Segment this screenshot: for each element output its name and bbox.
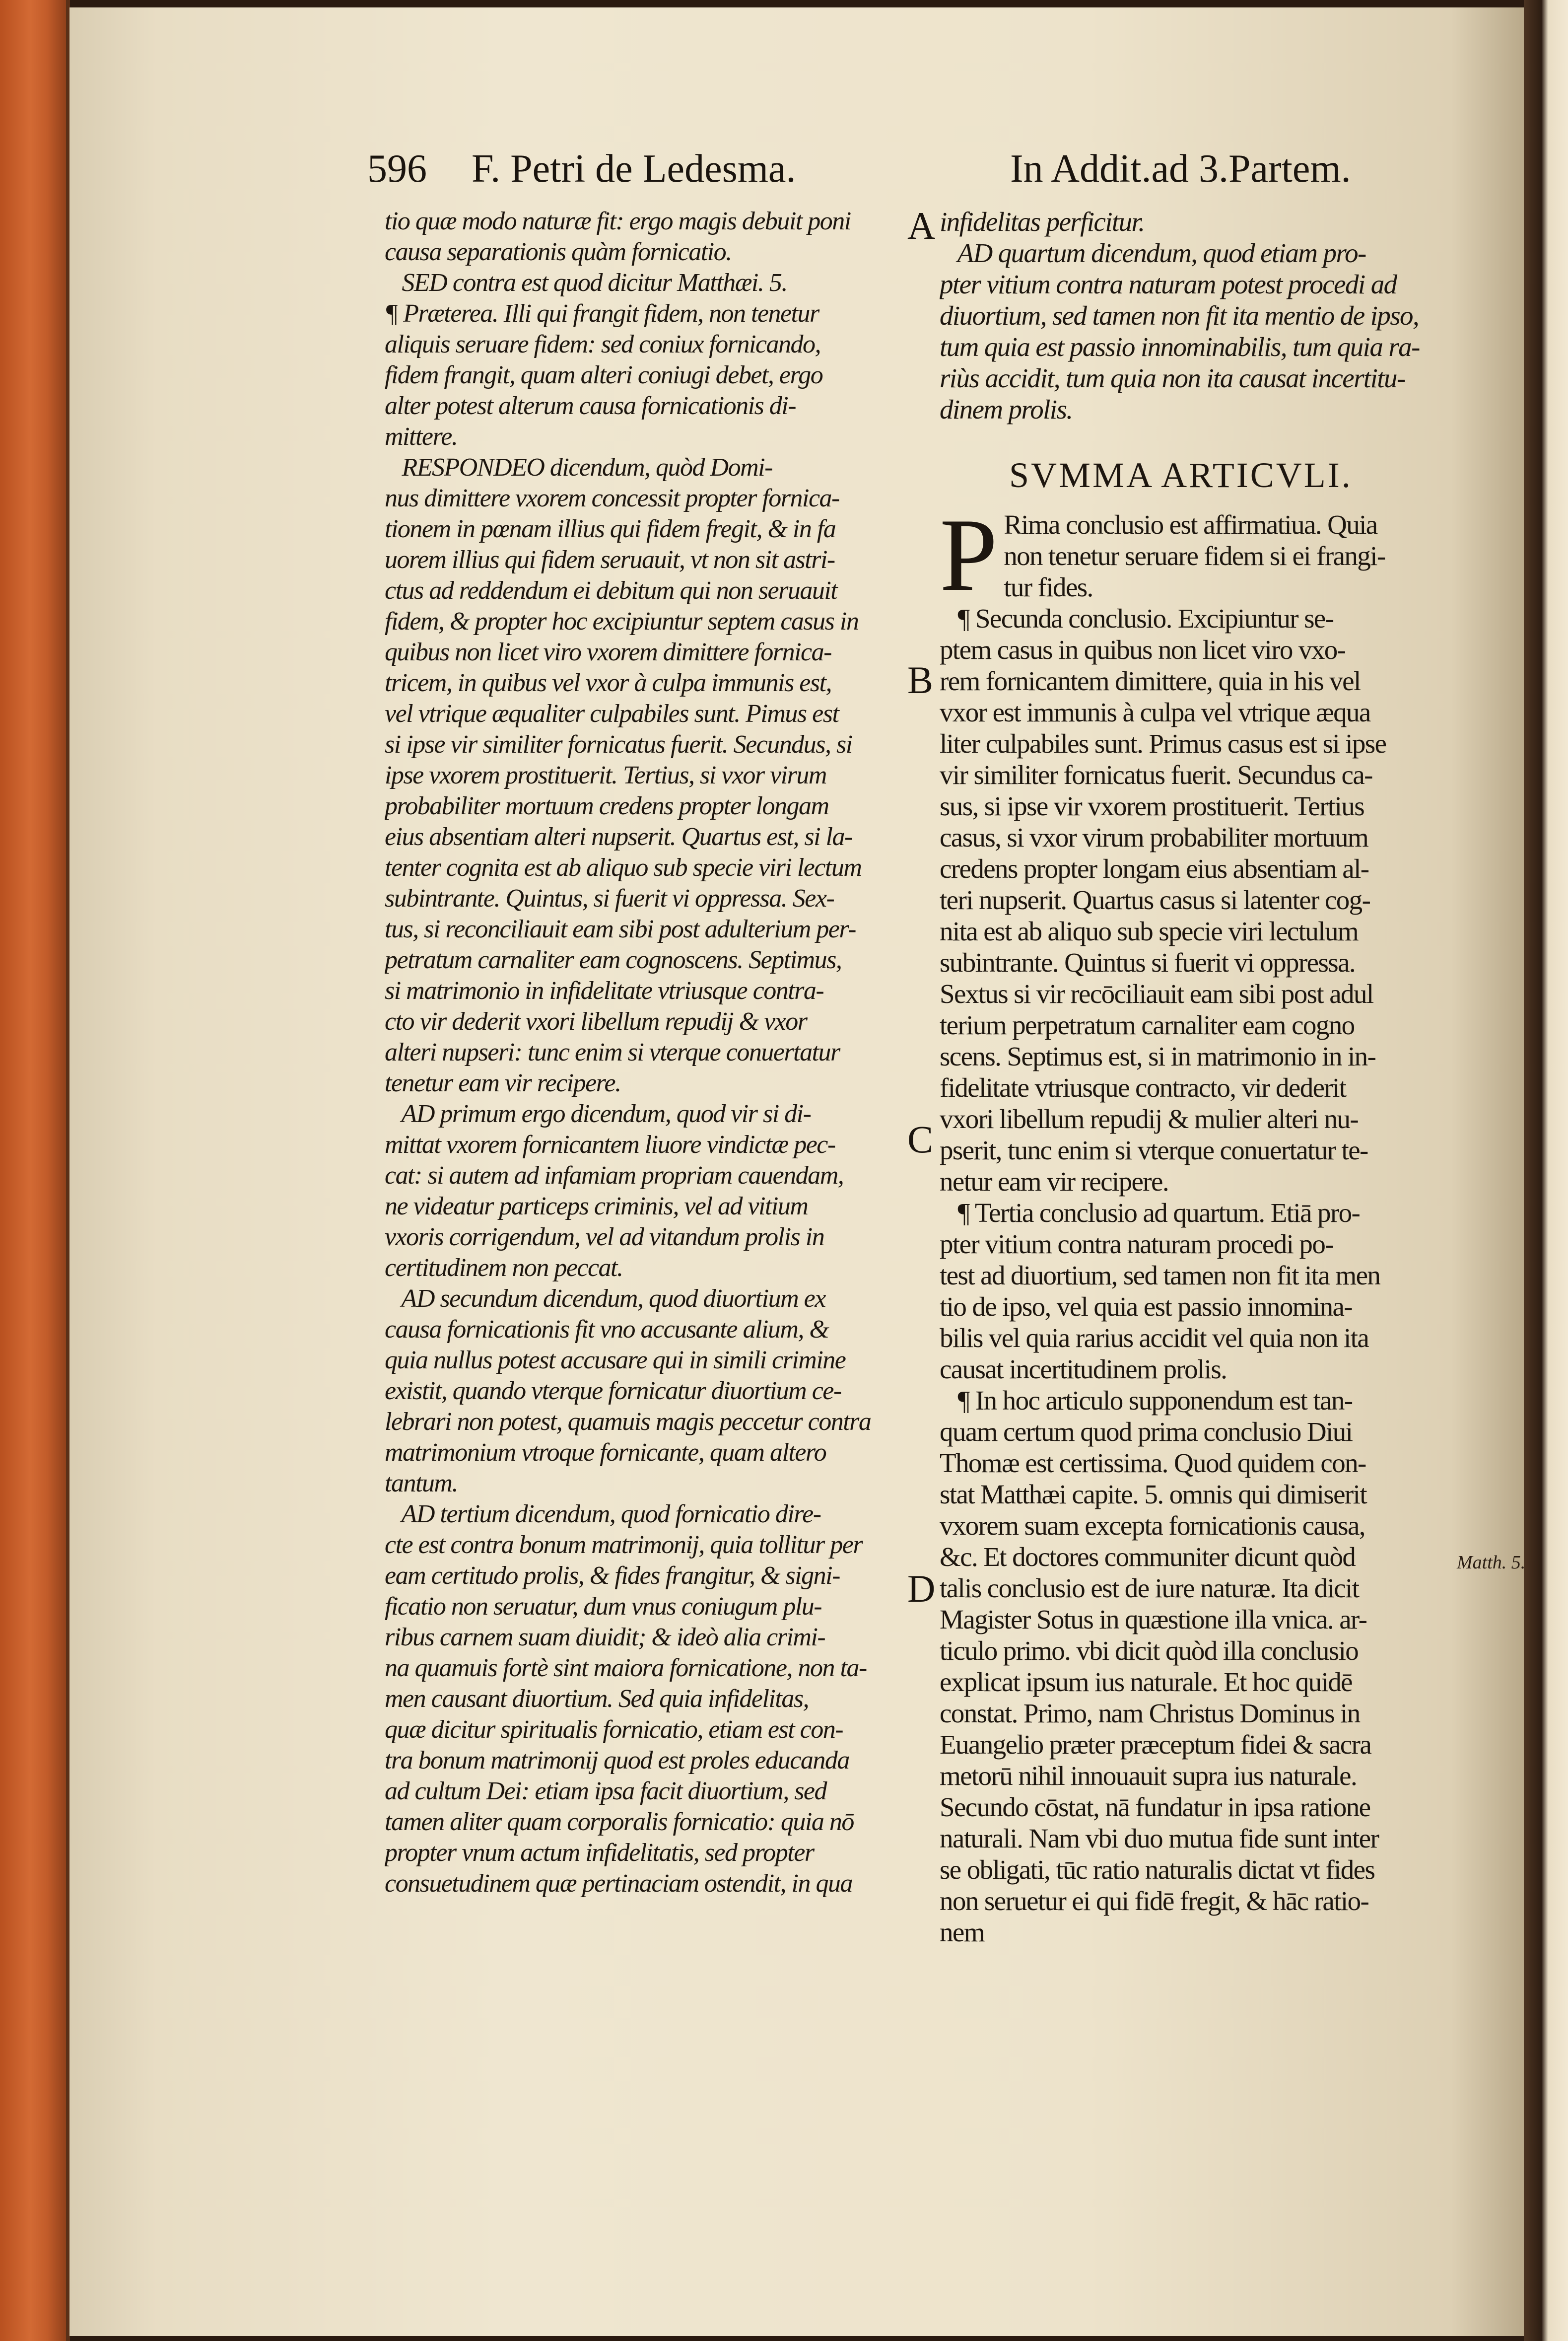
text-line: &c. Et doctores communiter dicunt quòd [940,1542,1356,1572]
text-line: stat Matthæi capite. 5. omnis qui dimiserit [940,1479,1366,1509]
text-line: men causant diuortium. Sed quia infidelitas, [385,1685,809,1713]
text-line: ipse vxorem prostituerit. Tertius, si vxor virum [385,761,826,789]
text-line: credens propter longam eius absentiam al- [940,853,1369,884]
drop-cap: P [940,497,997,613]
text-line: ¶ Præterea. Illi qui frangit fidem, non tenetur [385,299,819,328]
text-line: nita est ab aliquo sub specie viri lectulum [940,916,1359,946]
text-line: quibus non licet viro vxorem dimittere fornica- [385,638,831,666]
text-line: diuortium, sed tamen non fit ita mentio de ipso, [940,300,1419,331]
text-line: ctus ad reddendum ei debitum qui non seruauit [385,576,837,605]
text-line: Rima conclusio est affirmatiua. Quia [1004,509,1377,540]
text-line: AD primum ergo dicendum, quod vir si di- [385,1100,811,1128]
text-line: vel vtrique æqualiter culpabiles sunt. Pimus est [385,700,839,728]
text-line: teri nupserit. Quartus casus si latenter cog- [940,885,1370,915]
text-line: ticulo primo. vbi dicit quòd illa conclusio [940,1635,1359,1666]
text-line: si matrimonio in infidelitate vtriusque contra- [385,977,824,1005]
text-line: constat. Primo, nam Christus Dominus in [940,1698,1360,1728]
text-line: lebrari non potest, quamuis magis peccetur contra [385,1408,871,1436]
text-line: netur eam vir recipere. [940,1166,1168,1197]
text-line: tantum. [385,1469,458,1497]
text-line: aliquis seruare fidem: sed coniux fornicando, [385,330,820,358]
text-line: ¶ Secunda conclusio. Excipiuntur se- [940,603,1334,634]
text-line: eam certitudo prolis, & fides frangitur, & signi- [385,1561,840,1590]
text-line: Secundo cōstat, nā fundatur in ipsa ratione [940,1792,1370,1822]
text-line: casus, si vxor virum probabiliter mortuum [940,822,1368,852]
running-head-author: F. Petri de Ledesma. [472,147,796,191]
text-line: matrimonium vtroque fornicante, quam altero [385,1438,826,1467]
text-line: non seruetur ei qui fidē fregit, & hāc ratio- [940,1886,1369,1916]
text-line: ptem casus in quibus non licet viro vxo- [940,635,1346,665]
text-line: causat incertitudinem prolis. [940,1354,1227,1384]
facing-page-edge [1524,0,1568,2341]
text-line: tio de ipso, vel quia est passio innomina- [940,1291,1353,1322]
left-column [385,206,901,1899]
text-line: Euangelio præter præceptum fidei & sacra [940,1729,1371,1760]
text-line: fidem frangit, quam alteri coniugi debet, ergo [385,361,823,389]
text-line: ne videatur particeps criminis, vel ad vitium [385,1192,808,1220]
text-line: nus dimittere vxorem concessit propter fornica- [385,484,839,512]
margin-citation: Matth. 5. [1457,1552,1526,1573]
text-line: Sextus si vir recōciliauit eam sibi post adul [940,979,1373,1009]
text-line: riùs accidit, tum quia non ita causat incertitu- [940,363,1405,393]
page-number: 596 [367,147,427,191]
text-line: AD tertium dicendum, quod fornicatio dire- [385,1500,821,1528]
text-line: tra bonum matrimonij quod est proles educanda [385,1746,849,1774]
text-line: liter culpabiles sunt. Primus casus est si ipse [940,728,1386,759]
book-fore-edge [0,0,67,2341]
text-line: quæ dicitur spiritualis fornicatio, etiam est con- [385,1715,843,1744]
margin-letter-b: B [907,658,934,702]
text-line: causa fornicationis fit vno accusante alium, & [385,1315,829,1344]
text-line: ¶ Tertia conclusio ad quartum. Etiā pro- [940,1198,1360,1228]
text-line: fidem, & propter hoc excipiuntur septem casus in [385,607,859,636]
text-line: na quamuis fortè sint maiora fornicatione, non ta- [385,1654,867,1682]
text-line: vxor est immunis à culpa vel vtrique æqua [940,697,1370,727]
text-line: RESPONDEO dicendum, quòd Domi- [385,453,772,482]
text-line: alter potest alterum causa fornicationis di- [385,392,796,420]
text-line: tionem in pœnam illius qui fidem fregit, & in fa [385,515,836,543]
text-line: non tenetur seruare fidem si ei frangi- [1004,541,1385,571]
text-line: ficatio non seruatur, dum vnus coniugum plu- [385,1592,822,1621]
section-heading: SVMMA ARTICVLI. [1009,455,1353,495]
text-line: Thomæ est certissima. Quod quidem con- [940,1448,1366,1478]
text-line: dinem prolis. [940,394,1073,425]
right-column [940,206,1451,1948]
text-line: tum quia est passio innominabilis, tum quia ra- [940,332,1420,362]
text-line: uorem illius qui fidem seruauit, vt non sit astri- [385,546,835,574]
text-line: nem [940,1917,984,1947]
text-line: terium perpetratum carnaliter eam cogno [940,1010,1355,1040]
text-line: Magister Sotus in quæstione illa vnica. ar- [940,1604,1367,1634]
text-line: si ipse vir similiter fornicatus fuerit. Secundus, si [385,730,852,759]
text-line: tenter cognita est ab aliquo sub specie viri lectum [385,853,862,882]
text-line: tamen aliter quam corporalis fornicatio: quia nō [385,1808,854,1836]
text-line: bilis vel quia rarius accidit vel quia non ita [940,1323,1369,1353]
margin-letter-d: D [907,1567,936,1610]
margin-letter-a: A [907,204,936,247]
text-line: vxorem suam excepta fornicationis causa, [940,1510,1365,1541]
text-line: mittat vxorem fornicantem liuore vindictæ pec- [385,1131,835,1159]
text-line: AD quartum dicendum, quod etiam pro- [940,238,1366,268]
text-line: rem fornicantem dimittere, quia in his vel [940,666,1361,696]
text-line: certitudinem non peccat. [385,1254,623,1282]
text-line: ad cultum Dei: etiam ipsa facit diuortium, sed [385,1777,827,1805]
text-line: se obligati, tūc ratio naturalis dictat vt fides [940,1854,1375,1885]
text-line: tricem, in quibus vel vxor à culpa immunis est, [385,669,832,697]
text-line: pter vitium contra naturam potest procedi ad [940,269,1397,299]
text-line: subintrante. Quintus si fuerit vi oppressa. [940,947,1356,978]
text-line: eius absentiam alteri nupserit. Quartus est, si la- [385,823,852,851]
text-line: tio quæ modo naturæ fit: ergo magis debuit poni [385,207,851,235]
text-line: pter vitium contra naturam procedi po- [940,1229,1333,1259]
text-line: cat: si autem ad infamiam propriam cauendam, [385,1161,844,1190]
text-line: subintrante. Quintus, si fuerit vi oppressa. Sex- [385,884,834,913]
text-line: propter vnum actum infidelitatis, sed propter [385,1839,814,1867]
text-line: probabiliter mortuum credens propter longam [385,792,829,820]
text-line: existit, quando vterque fornicatur diuortium ce- [385,1377,841,1405]
text-line: quam certum quod prima conclusio Diui [940,1417,1353,1447]
text-line: vir similiter fornicatus fuerit. Secundus ca- [940,760,1372,790]
text-line: alteri nupseri: tunc enim si vterque conuertatur [385,1038,840,1066]
text-line: pserit, tunc enim si vterque conuertatur te- [940,1135,1368,1165]
text-line: cto vir dederit vxori libellum repudij & vxor [385,1007,807,1036]
text-line: fidelitate vtriusque contracto, vir dederit [940,1072,1346,1103]
running-head-part: In Addit.ad 3.Partem. [1010,147,1351,191]
text-line: mittere. [385,423,458,451]
text-line: sus, si ipse vir vxorem prostituerit. Tertius [940,791,1364,821]
text-line: AD secundum dicendum, quod diuortium ex [385,1284,825,1313]
text-line: scens. Septimus est, si in matrimonio in in- [940,1041,1376,1071]
text-line: infidelitas perficitur. [940,207,1145,237]
text-line: cte est contra bonum matrimonij, quia tollitur per [385,1531,863,1559]
text-line: talis conclusio est de iure naturæ. Ita dicit [940,1573,1359,1603]
margin-letter-c: C [907,1118,934,1161]
text-line: SED contra est quod dicitur Matthæi. 5. [385,269,787,297]
text-line: vxoris corrigendum, vel ad vitandum prolis in [385,1223,824,1251]
text-line: ribus carnem suam diuidit; & ideò alia crimi- [385,1623,825,1651]
text-line: consuetudinem quæ pertinaciam ostendit, in qua [385,1869,853,1898]
text-line: tenetur eam vir recipere. [385,1069,621,1097]
text-line: quia nullus potest accusare qui in simili crimine [385,1346,846,1374]
text-line: tur fides. [1004,572,1093,602]
text-line: petratum carnaliter eam cognoscens. Septimus, [385,946,842,974]
text-line: explicat ipsum ius naturale. Et hoc quidē [940,1667,1352,1697]
text-line: tus, si reconciliauit eam sibi post adulterium per- [385,915,856,943]
text-line: ¶ In hoc articulo supponendum est tan- [940,1385,1353,1416]
text-line: test ad diuortium, sed tamen non fit ita men [940,1260,1380,1290]
text-line: naturali. Nam vbi duo mutua fide sunt inter [940,1823,1379,1853]
text-line: causa separationis quàm fornicatio. [385,238,732,266]
text-line: vxori libellum repudij & mulier alteri nu- [940,1104,1359,1134]
text-line: metorū nihil innouauit supra ius naturale. [940,1761,1357,1791]
